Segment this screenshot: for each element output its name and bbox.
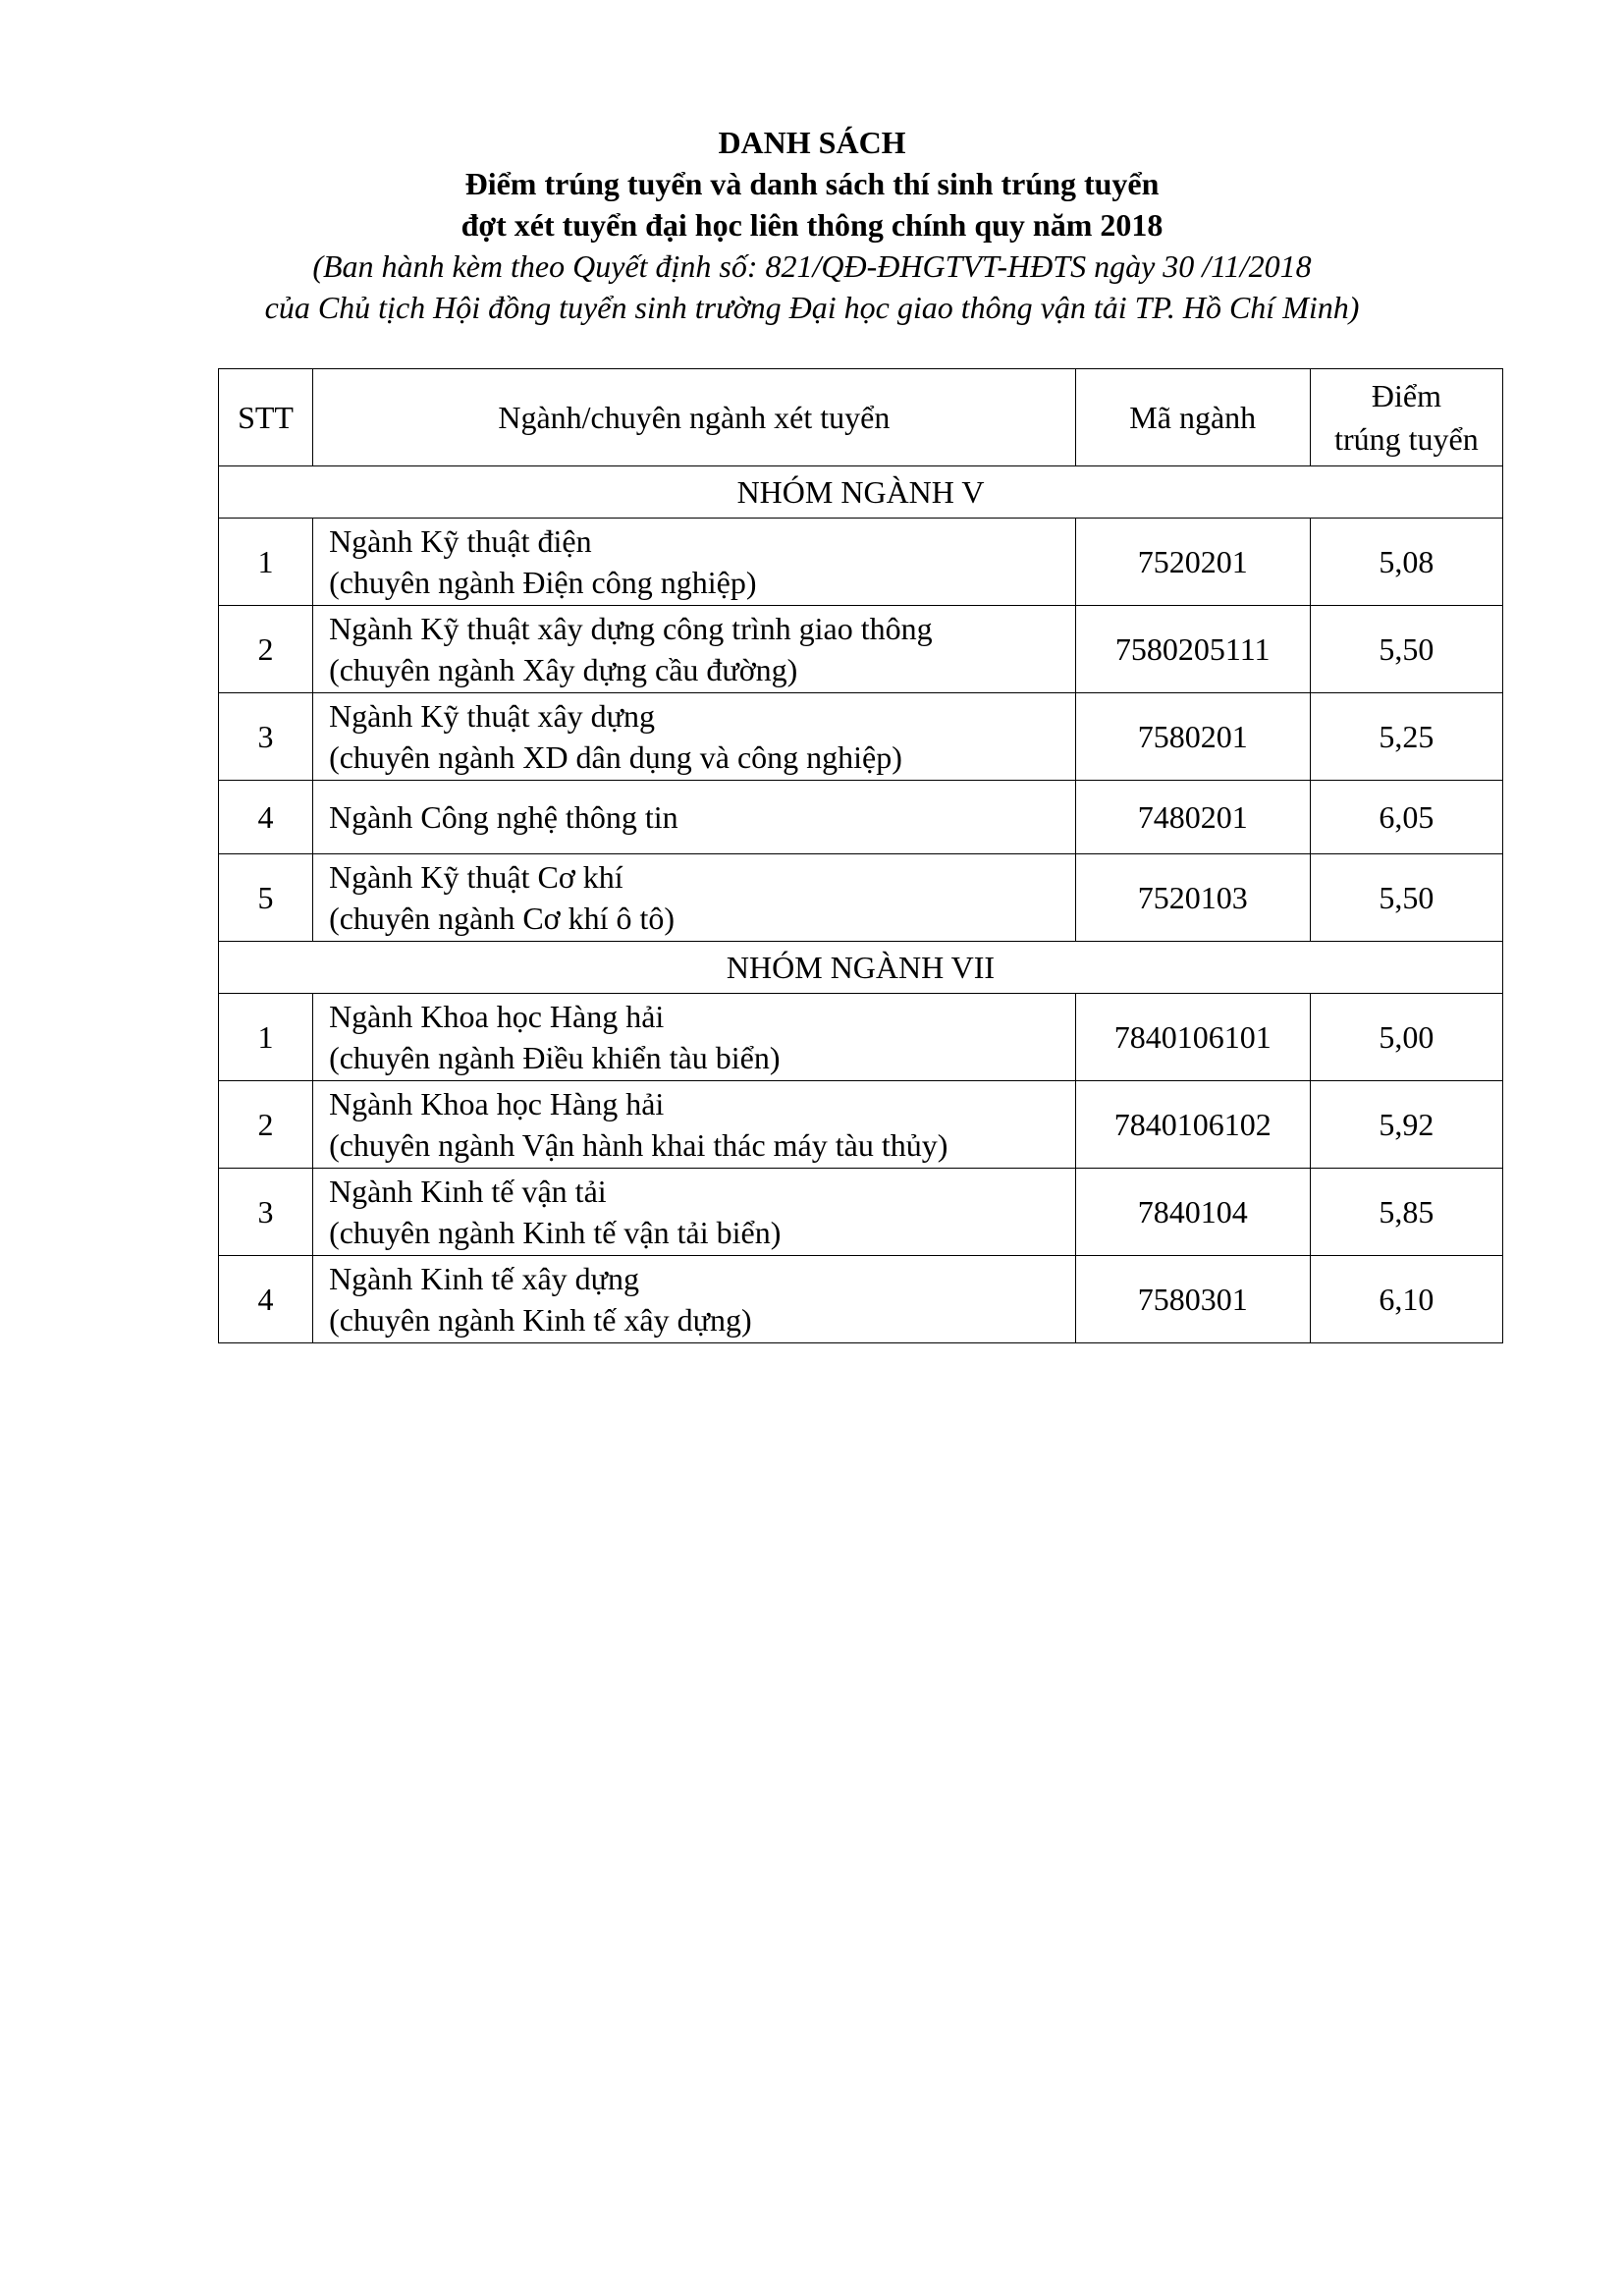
specialty-name: (chuyên ngành XD dân dụng và công nghiệp) — [329, 739, 902, 775]
row-code: 7580205111 — [1075, 606, 1310, 693]
column-header-code: Mã ngành — [1075, 369, 1310, 466]
table-row — [219, 994, 1503, 1081]
row-major — [313, 606, 1076, 693]
row-stt: 3 — [219, 1169, 313, 1256]
row-major — [313, 781, 1076, 854]
table-row — [219, 693, 1503, 781]
row-stt: 1 — [219, 519, 313, 606]
major-name: Ngành Công nghệ thông tin — [329, 799, 678, 835]
row-code: 7580301 — [1075, 1256, 1310, 1343]
row-major — [313, 1256, 1076, 1343]
row-stt: 2 — [219, 606, 313, 693]
column-header-stt: STT — [219, 369, 313, 466]
group-row — [219, 466, 1503, 519]
row-code: 7480201 — [1075, 781, 1310, 854]
row-score: 5,85 — [1310, 1169, 1502, 1256]
row-score: 5,50 — [1310, 606, 1502, 693]
column-header-major: Ngành/chuyên ngành xét tuyển — [313, 369, 1076, 466]
table-row — [219, 1081, 1503, 1169]
document-header — [0, 122, 1624, 328]
table-row — [219, 854, 1503, 942]
row-major — [313, 1081, 1076, 1169]
document-subtitle-1: Điểm trúng tuyển và danh sách thí sinh trúng tuyển — [464, 166, 1160, 201]
column-header-score-line1: Điểm — [1371, 378, 1441, 413]
table-body — [219, 466, 1503, 1343]
row-code: 7840104 — [1075, 1169, 1310, 1256]
major-name: Ngành Kinh tế vận tải — [329, 1174, 607, 1209]
row-score: 5,08 — [1310, 519, 1502, 606]
major-name: Ngành Kỹ thuật xây dựng công trình giao thông — [329, 611, 933, 646]
row-major — [313, 1169, 1076, 1256]
specialty-name: (chuyên ngành Kinh tế vận tải biển) — [329, 1215, 782, 1250]
document-title: DANH SÁCH — [718, 125, 906, 160]
row-stt: 2 — [219, 1081, 313, 1169]
row-stt: 4 — [219, 1256, 313, 1343]
specialty-name: (chuyên ngành Cơ khí ô tô) — [329, 901, 676, 936]
row-score: 6,05 — [1310, 781, 1502, 854]
major-name: Ngành Khoa học Hàng hải — [329, 1086, 665, 1121]
specialty-name: (chuyên ngành Điều khiển tàu biển) — [329, 1040, 781, 1075]
row-score: 5,00 — [1310, 994, 1502, 1081]
decision-note-1: (Ban hành kèm theo Quyết định số: 821/QĐ-ĐHGTVT-HĐTS ngày 30 /11/2018 — [312, 248, 1312, 284]
row-code: 7840106102 — [1075, 1081, 1310, 1169]
group-name: NHÓM NGÀNH VII — [219, 942, 1503, 994]
admission-scores-table — [218, 368, 1503, 1343]
table-row — [219, 606, 1503, 693]
table-row — [219, 781, 1503, 854]
group-row — [219, 942, 1503, 994]
table-row — [219, 1256, 1503, 1343]
row-code: 7520201 — [1075, 519, 1310, 606]
major-name: Ngành Khoa học Hàng hải — [329, 999, 665, 1034]
column-header-score-line2: trúng tuyển — [1334, 421, 1479, 457]
row-major — [313, 519, 1076, 606]
row-score: 6,10 — [1310, 1256, 1502, 1343]
decision-note-2: của Chủ tịch Hội đồng tuyển sinh trường Đại học giao thông vận tải TP. Hồ Chí Minh) — [264, 290, 1360, 325]
column-header-score — [1310, 369, 1502, 466]
major-name: Ngành Kinh tế xây dựng — [329, 1261, 640, 1296]
specialty-name: (chuyên ngành Xây dựng cầu đường) — [329, 652, 798, 687]
table-row — [219, 519, 1503, 606]
row-code: 7520103 — [1075, 854, 1310, 942]
row-major — [313, 693, 1076, 781]
row-score: 5,25 — [1310, 693, 1502, 781]
specialty-name: (chuyên ngành Kinh tế xây dựng) — [329, 1302, 752, 1338]
document-subtitle-2: đợt xét tuyển đại học liên thông chính quy năm 2018 — [460, 207, 1164, 243]
row-stt: 3 — [219, 693, 313, 781]
row-major — [313, 854, 1076, 942]
specialty-name: (chuyên ngành Điện công nghiệp) — [329, 565, 757, 600]
row-score: 5,92 — [1310, 1081, 1502, 1169]
major-name: Ngành Kỹ thuật Cơ khí — [329, 859, 623, 895]
table-row — [219, 1169, 1503, 1256]
row-stt: 4 — [219, 781, 313, 854]
row-score: 5,50 — [1310, 854, 1502, 942]
major-name: Ngành Kỹ thuật điện — [329, 523, 592, 559]
major-name: Ngành Kỹ thuật xây dựng — [329, 698, 656, 734]
row-code: 7840106101 — [1075, 994, 1310, 1081]
specialty-name: (chuyên ngành Vận hành khai thác máy tàu thủy) — [329, 1127, 948, 1163]
row-stt: 1 — [219, 994, 313, 1081]
group-name: NHÓM NGÀNH V — [219, 466, 1503, 519]
row-stt: 5 — [219, 854, 313, 942]
row-major — [313, 994, 1076, 1081]
table-header — [219, 369, 1503, 466]
row-code: 7580201 — [1075, 693, 1310, 781]
